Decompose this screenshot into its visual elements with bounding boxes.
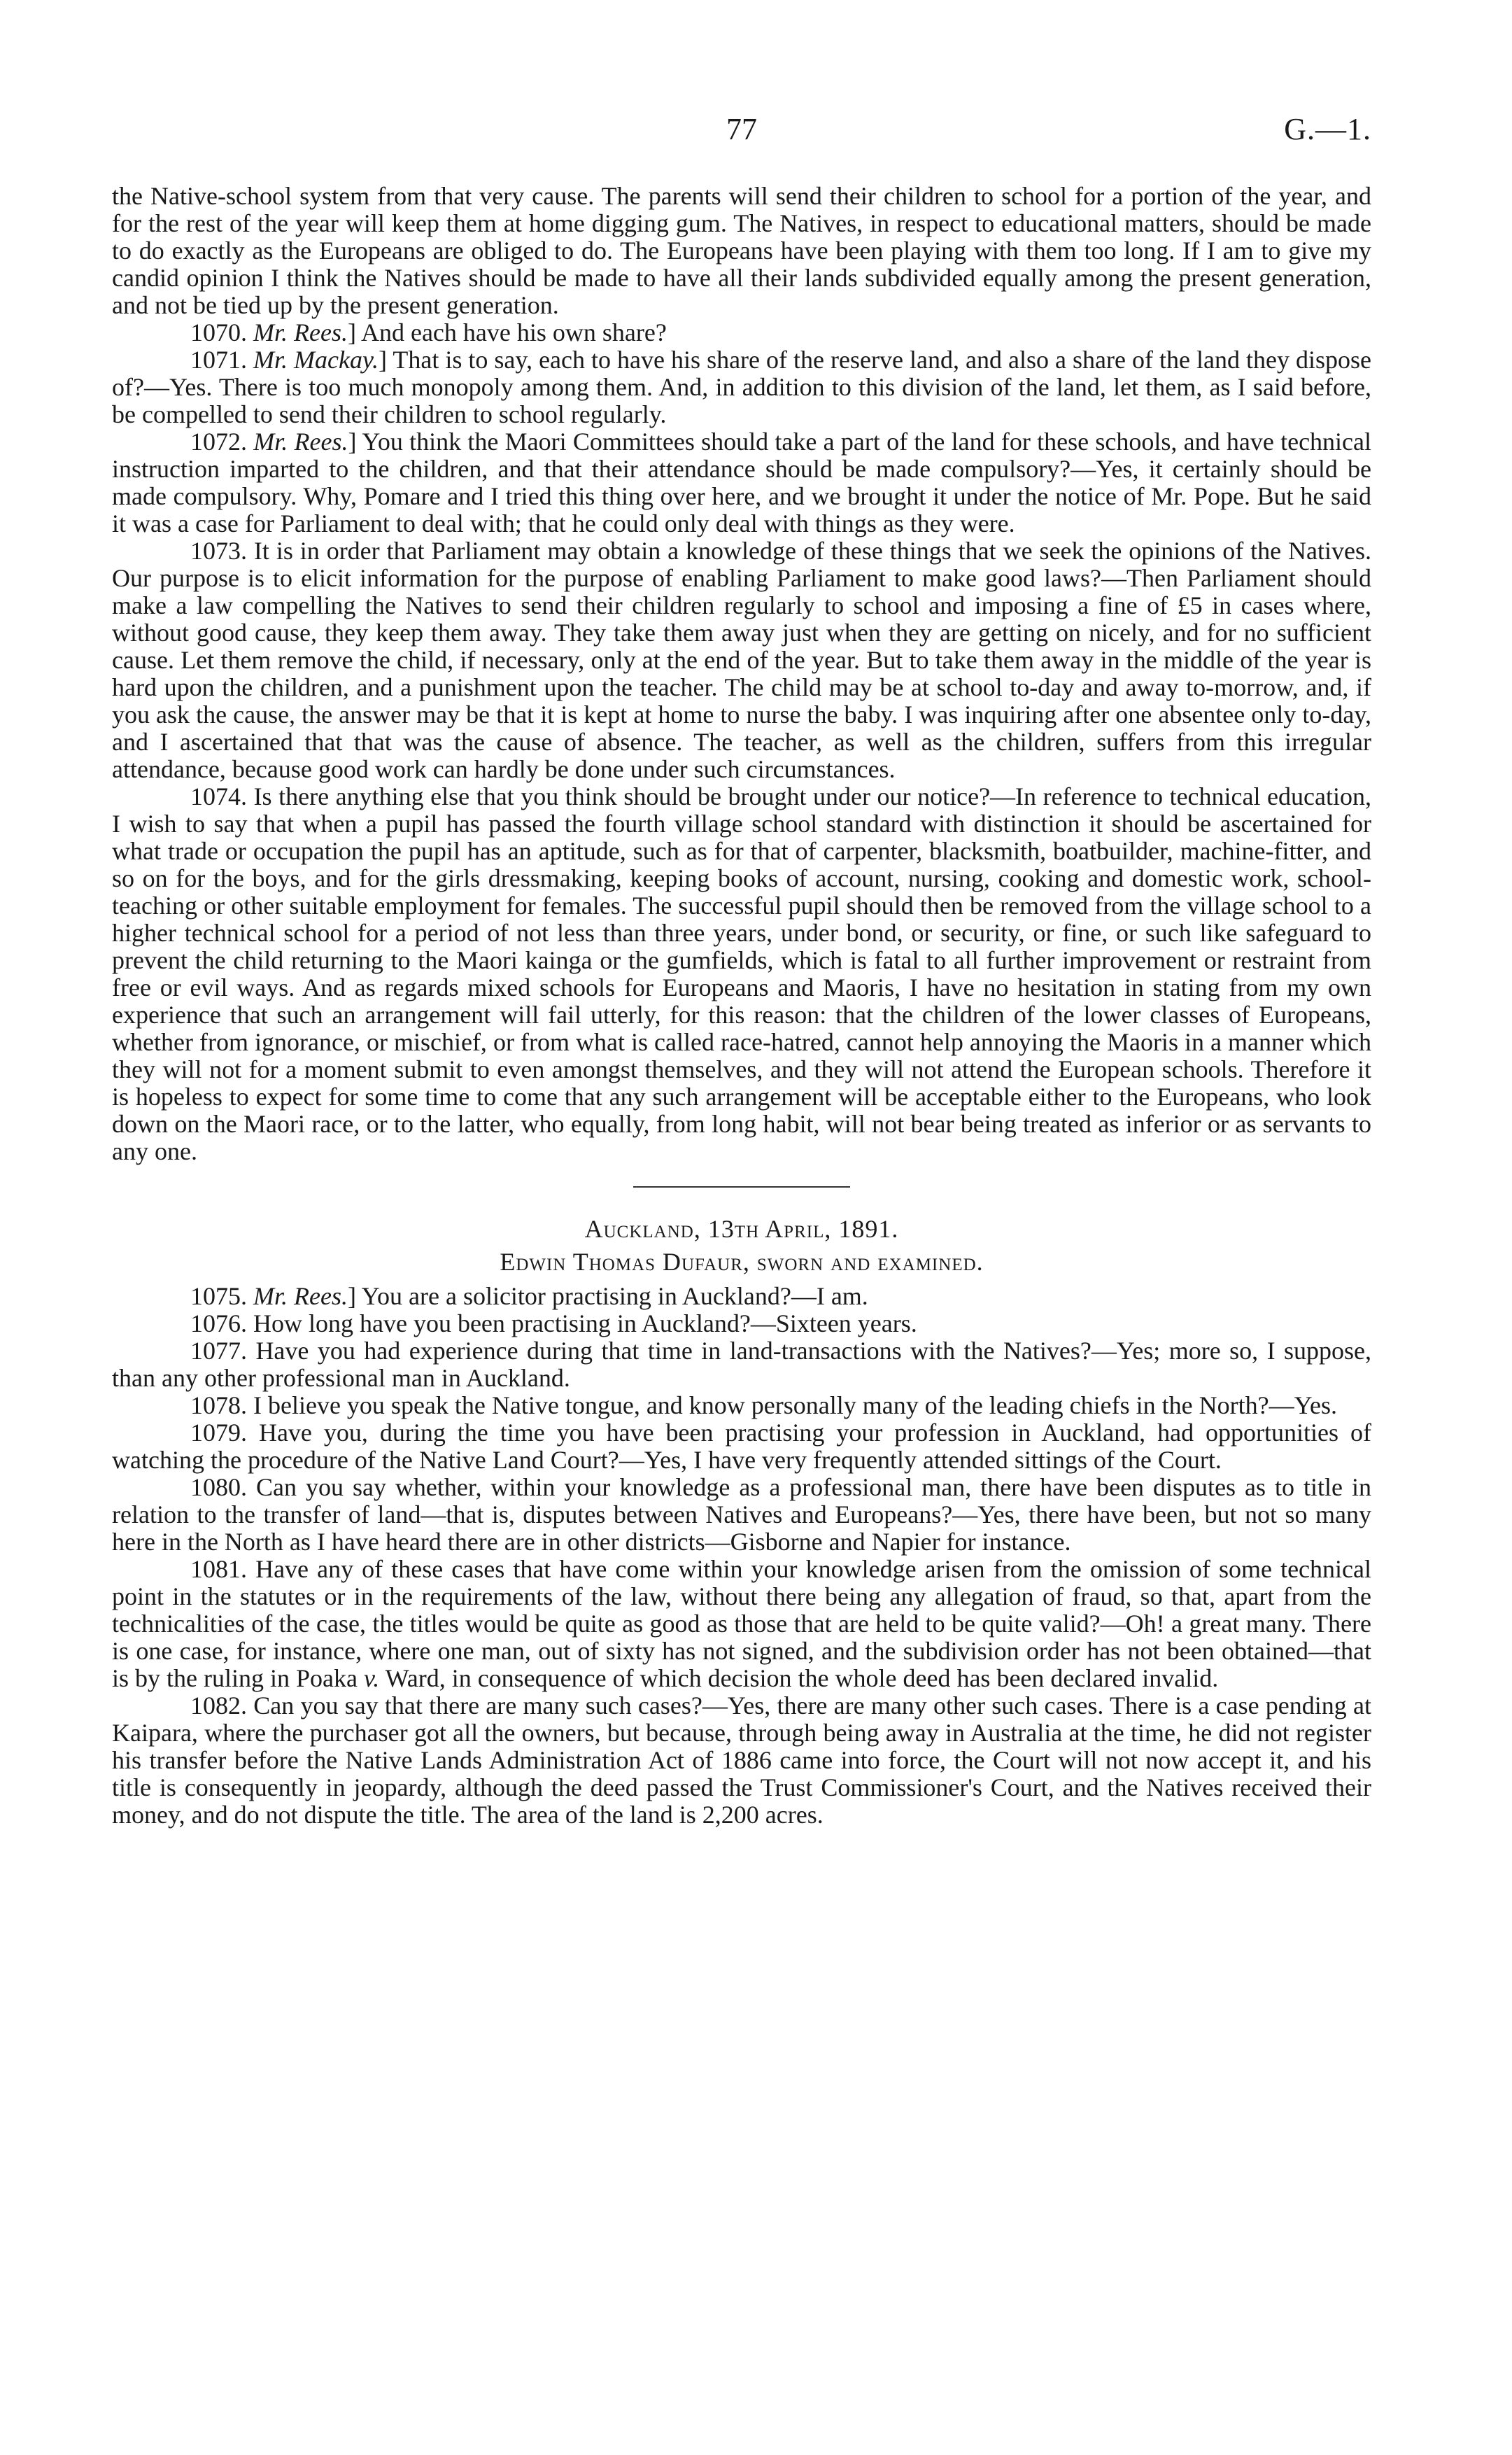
question-text: ] You think the Maori Committees should take a part of the land for these schools, and have technical instruction imparted to the children, and that their attendance should be made compulsory?—Yes, it certainly should be made compulsory. Why, Pomare and I tried this thing over here, and we brought it under the notice of Mr. Pope. But he said it was a case for Parliament to deal with; that he could only deal with things as they were. — [112, 428, 1372, 537]
question-number: 1075. — [190, 1282, 247, 1310]
question-number: 1071. — [190, 346, 247, 374]
document-page — [112, 112, 1372, 1829]
question-1076: 1076. How long have you been practising in Auckland?—Sixteen years. — [190, 1309, 917, 1337]
session-place-date: Auckland, 13th April, 1891. — [584, 1215, 899, 1243]
question-1078: 1078. I believe you speak the Native tongue, and know personally many of the leading chiefs in the North?—Yes. — [190, 1391, 1337, 1419]
question-1082: 1082. Can you say that there are many such cases?—Yes, there are many other such cases. There is a case pending at Kaipara, where the purchaser got all the owners, but because, through being away in Australia at the time, he did not register his transfer before the Native Lands Administration Act of 1886 came into force, the Court will not now accept it, and his title is consequently in jeopardy, although the deed passed the Trust Commissioner's Court, and the Natives received their money, and do not dispute the title. The area of the land is 2,200 acres. — [112, 1691, 1371, 1829]
question-text-end: Ward, in consequence of which decision the whole deed has been declared invalid. — [379, 1664, 1219, 1692]
case-versus: v. — [363, 1664, 380, 1692]
question-1071 — [112, 346, 1371, 428]
question-text: ] And each have his own share? — [347, 318, 667, 346]
question-text: 1081. Have any of these cases that have come within your knowledge arisen from the omission of some technical point in the statutes or in the requirements of the law, without there being any allegation of fraud, so that, apart from the technicalities of the case, the titles would be quite as good as those that are held to be quite valid?—Oh! a great many. There is one case, for instance, where one man, out of sixty has not signed, and the subdivision order has not been obtained—that is by the ruling in Poaka — [112, 1555, 1371, 1692]
question-1079: 1079. Have you, during the time you have been practising your profession in Auckland, had opportunities of watching the procedure of the Native Land Court?—Yes, I have very frequently attended sittings of the Court. — [112, 1419, 1371, 1474]
speaker-name: Mr. Rees. — [253, 1282, 348, 1310]
speaker-name: Mr. Rees. — [253, 428, 348, 456]
question-number: 1070. — [190, 318, 247, 346]
speaker-name: Mr. Mackay. — [253, 346, 379, 374]
series-reference: G.—1. — [1284, 112, 1371, 146]
question-1081 — [112, 1556, 1371, 1692]
question-1070 — [112, 319, 1371, 346]
question-1074: 1074. Is there anything else that you think should be brought under our notice?—In reference to technical education, I wish to say that when a pupil has passed the fourth village school standard with distinction it should be ascertained for what trade or occupation the pupil has an aptitude, such as for that of carpenter, blacksmith, boatbuilder, machine-fitter, and so on for the boys, and for the girls dressmaking, keeping books of account, nursing, cooking and domestic work, school-teaching or other suitable employment for females. The successful pupil should then be removed from the village school to a higher technical school for a period of not less than three years, under bond, or security, or fine, or such like safeguard to prevent the child returning to the Maori kainga or the gumfields, which is fatal to all further improvement or restraint from free or evil ways. And as regards mixed schools for Europeans and Maoris, I have no hesitation in stating from my own experience that such an arrangement will fail utterly, for this reason: that the children of the lower classes of Europeans, whether from ignorance, or mischief, or from what is called race-hatred, cannot help annoying the Maoris in a manner which they will not for a moment submit to even amongst themselves, and they will not attend the European schools. Therefore it is hopeless to expect for some time to come that any such arrangement will be acceptable either to the Europeans, who look down on the Maori race, or to the latter, who equally, from long habit, will not bear being treated as inferior or as servants to any one. — [112, 782, 1371, 1165]
question-text: ] That is to say, each to have his share of the reserve land, and also a share of the land they dispose of?—Yes. There is too much monopoly among them. And, in addition to this division of the land, let them, as I said before, be compelled to send their children to school regularly. — [112, 346, 1371, 428]
question-text: ] You are a solicitor practising in Auckland?—I am. — [347, 1282, 868, 1310]
question-1073: 1073. It is in order that Parliament may obtain a knowledge of these things that we seek the opinions of the Natives. Our purpose is to elicit information for the purpose of enabling Parliament to make good laws?—Then Parliament should make a law compelling the Natives to send their children regularly to school and imposing a fine of £5 in cases where, without good cause, they keep them away. They take them away just when they are getting on nicely, and for no sufficient cause. Let them remove the child, if necessary, only at the end of the year. But to take them away in the middle of the year is hard upon the children, and a punishment upon the teacher. The child may be at school to-day and away to-morrow, and, if you ask the cause, the answer may be that it is kept at home to nurse the baby. I was inquiring after one absentee only to-day, and I ascertained that that was the cause of absence. The teacher, as well as the children, suffers from this irregular attendance, because good work can hardly be done under such circumstances. — [112, 537, 1371, 783]
question-1075 — [112, 1283, 1371, 1310]
question-number: 1072. — [190, 428, 247, 456]
continued-paragraph: the Native-school system from that very cause. The parents will send their children to school for a portion of the year, and for the rest of the year will keep them at home digging gum. The Natives, in respect to educational matters, should be made to do exactly as the Europeans are obliged to do. The Europeans have been playing with them too long. If I am to give my candid opinion I think the Natives should be made to have all their lands subdivided equally among the present generation, and not be tied up by the present generation. — [112, 182, 1371, 319]
page-number: 77 — [726, 112, 757, 146]
witness-heading: Edwin Thomas Dufaur, sworn and examined. — [500, 1248, 984, 1276]
question-1077: 1077. Have you had experience during that time in land-transactions with the Natives?—Yes; more so, I suppose, than any other professional man in Auckland. — [112, 1337, 1371, 1392]
section-divider — [633, 1186, 850, 1188]
question-1072 — [112, 428, 1371, 537]
page-header — [112, 112, 1371, 164]
speaker-name: Mr. Rees. — [253, 318, 348, 346]
question-1080: 1080. Can you say whether, within your knowledge as a professional man, there have been disputes as to title in relation to the transfer of land—that is, disputes between Natives and Europeans?—Yes, there have been, but not so many here in the North as I have heard there are in other districts—Gisborne and Napier for instance. — [112, 1473, 1371, 1556]
